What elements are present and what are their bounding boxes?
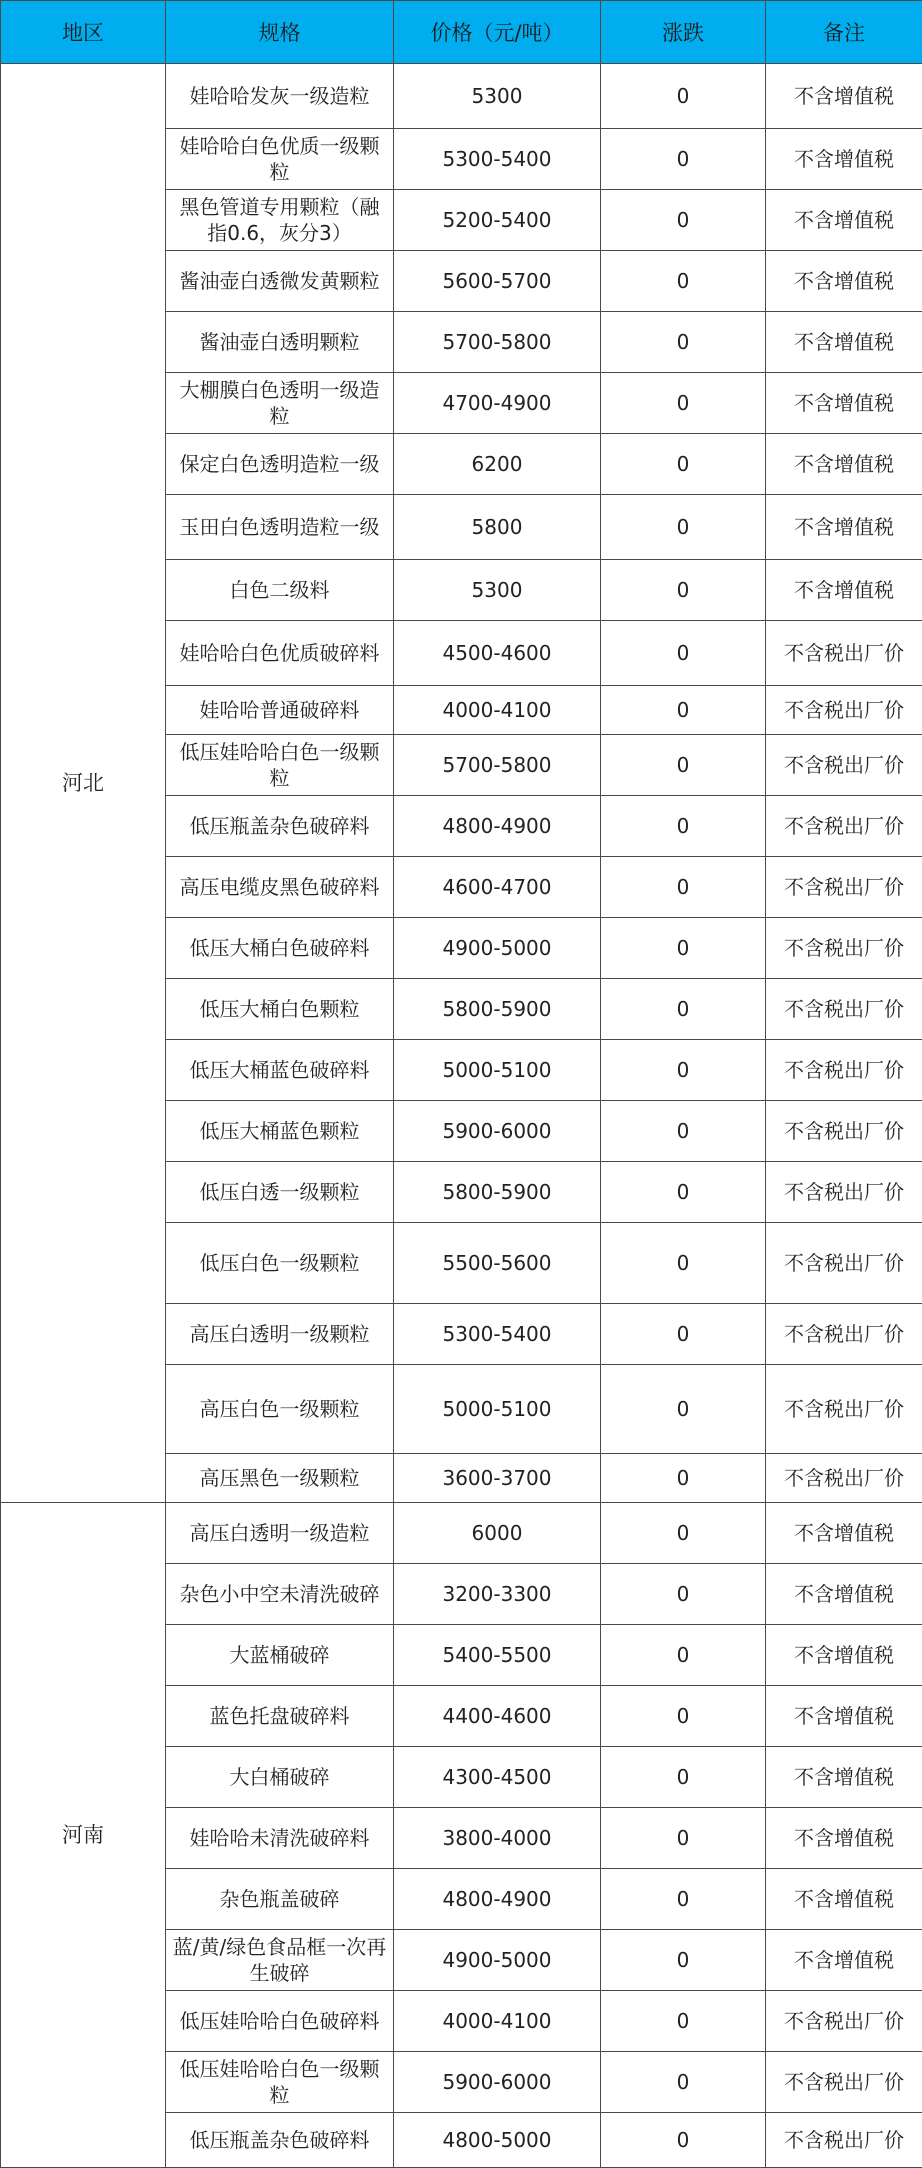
change-cell: 0 bbox=[601, 1503, 766, 1564]
price-cell: 4900-5000 bbox=[394, 918, 601, 979]
change-cell: 0 bbox=[601, 190, 766, 251]
price-cell: 5000-5100 bbox=[394, 1365, 601, 1454]
spec-cell: 娃哈哈发灰一级造粒 bbox=[166, 64, 394, 129]
spec-cell: 低压大桶蓝色破碎料 bbox=[166, 1040, 394, 1101]
region-cell: 河南 bbox=[1, 1503, 166, 2168]
change-cell: 0 bbox=[601, 621, 766, 686]
price-cell: 5000-5100 bbox=[394, 1040, 601, 1101]
note-cell: 不含增值税 bbox=[766, 1930, 922, 1991]
change-cell: 0 bbox=[601, 1808, 766, 1869]
price-cell: 4300-4500 bbox=[394, 1747, 601, 1808]
note-cell: 不含增值税 bbox=[766, 251, 922, 312]
spec-cell: 低压大桶蓝色颗粒 bbox=[166, 1101, 394, 1162]
price-cell: 4800-4900 bbox=[394, 1869, 601, 1930]
note-cell: 不含税出厂价 bbox=[766, 1991, 922, 2052]
spec-cell: 低压娃哈哈白色一级颗粒 bbox=[166, 735, 394, 796]
price-cell: 5300-5400 bbox=[394, 129, 601, 190]
note-cell: 不含增值税 bbox=[766, 560, 922, 621]
spec-cell: 酱油壶白透微发黄颗粒 bbox=[166, 251, 394, 312]
note-cell: 不含增值税 bbox=[766, 434, 922, 495]
note-cell: 不含增值税 bbox=[766, 1747, 922, 1808]
spec-cell: 黑色管道专用颗粒（融指0.6，灰分3） bbox=[166, 190, 394, 251]
change-cell: 0 bbox=[601, 857, 766, 918]
spec-cell: 杂色瓶盖破碎 bbox=[166, 1869, 394, 1930]
spec-cell: 大棚膜白色透明一级造粒 bbox=[166, 373, 394, 434]
spec-cell: 娃哈哈未清洗破碎料 bbox=[166, 1808, 394, 1869]
note-cell: 不含税出厂价 bbox=[766, 1223, 922, 1304]
change-cell: 0 bbox=[601, 312, 766, 373]
header-price: 价格（元/吨） bbox=[394, 1, 601, 64]
spec-cell: 蓝/黄/绿色食品框一次再生破碎 bbox=[166, 1930, 394, 1991]
note-cell: 不含税出厂价 bbox=[766, 918, 922, 979]
price-cell: 4500-4600 bbox=[394, 621, 601, 686]
spec-cell: 低压白透一级颗粒 bbox=[166, 1162, 394, 1223]
change-cell: 0 bbox=[601, 1747, 766, 1808]
price-cell: 5700-5800 bbox=[394, 312, 601, 373]
note-cell: 不含税出厂价 bbox=[766, 2113, 922, 2168]
change-cell: 0 bbox=[601, 64, 766, 129]
note-cell: 不含增值税 bbox=[766, 129, 922, 190]
spec-cell: 低压瓶盖杂色破碎料 bbox=[166, 2113, 394, 2168]
price-cell: 4600-4700 bbox=[394, 857, 601, 918]
spec-cell: 低压大桶白色颗粒 bbox=[166, 979, 394, 1040]
header-spec: 规格 bbox=[166, 1, 394, 64]
change-cell: 0 bbox=[601, 129, 766, 190]
price-cell: 5200-5400 bbox=[394, 190, 601, 251]
note-cell: 不含税出厂价 bbox=[766, 979, 922, 1040]
price-cell: 6200 bbox=[394, 434, 601, 495]
spec-cell: 高压电缆皮黑色破碎料 bbox=[166, 857, 394, 918]
change-cell: 0 bbox=[601, 1223, 766, 1304]
header-note: 备注 bbox=[766, 1, 922, 64]
spec-cell: 保定白色透明造粒一级 bbox=[166, 434, 394, 495]
price-cell: 5300-5400 bbox=[394, 1304, 601, 1365]
table-row bbox=[1, 64, 922, 129]
price-cell: 5800 bbox=[394, 495, 601, 560]
spec-cell: 娃哈哈白色优质破碎料 bbox=[166, 621, 394, 686]
spec-cell: 酱油壶白透明颗粒 bbox=[166, 312, 394, 373]
change-cell: 0 bbox=[601, 1564, 766, 1625]
note-cell: 不含增值税 bbox=[766, 312, 922, 373]
price-cell: 4000-4100 bbox=[394, 686, 601, 735]
change-cell: 0 bbox=[601, 918, 766, 979]
price-cell: 4400-4600 bbox=[394, 1686, 601, 1747]
note-cell: 不含税出厂价 bbox=[766, 1040, 922, 1101]
header-change: 涨跌 bbox=[601, 1, 766, 64]
price-cell: 5800-5900 bbox=[394, 1162, 601, 1223]
note-cell: 不含增值税 bbox=[766, 64, 922, 129]
change-cell: 0 bbox=[601, 1686, 766, 1747]
note-cell: 不含税出厂价 bbox=[766, 1162, 922, 1223]
note-cell: 不含税出厂价 bbox=[766, 857, 922, 918]
spec-cell: 低压娃哈哈白色破碎料 bbox=[166, 1991, 394, 2052]
change-cell: 0 bbox=[601, 495, 766, 560]
change-cell: 0 bbox=[601, 686, 766, 735]
change-cell: 0 bbox=[601, 735, 766, 796]
spec-cell: 低压娃哈哈白色一级颗粒 bbox=[166, 2052, 394, 2113]
change-cell: 0 bbox=[601, 251, 766, 312]
change-cell: 0 bbox=[601, 1040, 766, 1101]
spec-cell: 高压白透明一级颗粒 bbox=[166, 1304, 394, 1365]
price-cell: 5300 bbox=[394, 64, 601, 129]
change-cell: 0 bbox=[601, 796, 766, 857]
change-cell: 0 bbox=[601, 560, 766, 621]
price-cell: 4700-4900 bbox=[394, 373, 601, 434]
table-body bbox=[1, 64, 922, 2168]
spec-cell: 大蓝桶破碎 bbox=[166, 1625, 394, 1686]
price-cell: 5800-5900 bbox=[394, 979, 601, 1040]
note-cell: 不含增值税 bbox=[766, 373, 922, 434]
spec-cell: 低压大桶白色破碎料 bbox=[166, 918, 394, 979]
spec-cell: 娃哈哈普通破碎料 bbox=[166, 686, 394, 735]
price-cell: 5300 bbox=[394, 560, 601, 621]
price-cell: 3200-3300 bbox=[394, 1564, 601, 1625]
note-cell: 不含增值税 bbox=[766, 190, 922, 251]
price-cell: 5900-6000 bbox=[394, 2052, 601, 2113]
change-cell: 0 bbox=[601, 1869, 766, 1930]
price-cell: 3800-4000 bbox=[394, 1808, 601, 1869]
note-cell: 不含税出厂价 bbox=[766, 1454, 922, 1503]
price-cell: 5600-5700 bbox=[394, 251, 601, 312]
change-cell: 0 bbox=[601, 1625, 766, 1686]
note-cell: 不含增值税 bbox=[766, 1869, 922, 1930]
change-cell: 0 bbox=[601, 979, 766, 1040]
note-cell: 不含税出厂价 bbox=[766, 1365, 922, 1454]
spec-cell: 蓝色托盘破碎料 bbox=[166, 1686, 394, 1747]
price-cell: 4000-4100 bbox=[394, 1991, 601, 2052]
spec-cell: 高压白透明一级造粒 bbox=[166, 1503, 394, 1564]
header-region: 地区 bbox=[1, 1, 166, 64]
spec-cell: 高压黑色一级颗粒 bbox=[166, 1454, 394, 1503]
note-cell: 不含税出厂价 bbox=[766, 1101, 922, 1162]
note-cell: 不含增值税 bbox=[766, 1564, 922, 1625]
note-cell: 不含增值税 bbox=[766, 1625, 922, 1686]
change-cell: 0 bbox=[601, 1365, 766, 1454]
price-cell: 5900-6000 bbox=[394, 1101, 601, 1162]
price-cell: 5700-5800 bbox=[394, 735, 601, 796]
note-cell: 不含增值税 bbox=[766, 1808, 922, 1869]
note-cell: 不含增值税 bbox=[766, 495, 922, 560]
price-cell: 4800-4900 bbox=[394, 796, 601, 857]
change-cell: 0 bbox=[601, 1101, 766, 1162]
note-cell: 不含税出厂价 bbox=[766, 735, 922, 796]
note-cell: 不含税出厂价 bbox=[766, 1304, 922, 1365]
change-cell: 0 bbox=[601, 1991, 766, 2052]
price-cell: 4800-5000 bbox=[394, 2113, 601, 2168]
change-cell: 0 bbox=[601, 1930, 766, 1991]
price-cell: 6000 bbox=[394, 1503, 601, 1564]
spec-cell: 大白桶破碎 bbox=[166, 1747, 394, 1808]
spec-cell: 高压白色一级颗粒 bbox=[166, 1365, 394, 1454]
change-cell: 0 bbox=[601, 373, 766, 434]
price-cell: 4900-5000 bbox=[394, 1930, 601, 1991]
change-cell: 0 bbox=[601, 1304, 766, 1365]
change-cell: 0 bbox=[601, 1162, 766, 1223]
spec-cell: 玉田白色透明造粒一级 bbox=[166, 495, 394, 560]
spec-cell: 低压瓶盖杂色破碎料 bbox=[166, 796, 394, 857]
price-cell: 5400-5500 bbox=[394, 1625, 601, 1686]
note-cell: 不含税出厂价 bbox=[766, 2052, 922, 2113]
spec-cell: 低压白色一级颗粒 bbox=[166, 1223, 394, 1304]
header-row bbox=[1, 1, 922, 64]
change-cell: 0 bbox=[601, 2113, 766, 2168]
table-row bbox=[1, 1503, 922, 1564]
note-cell: 不含税出厂价 bbox=[766, 621, 922, 686]
note-cell: 不含税出厂价 bbox=[766, 796, 922, 857]
price-cell: 3600-3700 bbox=[394, 1454, 601, 1503]
region-cell: 河北 bbox=[1, 64, 166, 1503]
price-cell: 5500-5600 bbox=[394, 1223, 601, 1304]
change-cell: 0 bbox=[601, 2052, 766, 2113]
spec-cell: 杂色小中空未清洗破碎 bbox=[166, 1564, 394, 1625]
spec-cell: 娃哈哈白色优质一级颗粒 bbox=[166, 129, 394, 190]
note-cell: 不含增值税 bbox=[766, 1686, 922, 1747]
change-cell: 0 bbox=[601, 1454, 766, 1503]
change-cell: 0 bbox=[601, 434, 766, 495]
spec-cell: 白色二级料 bbox=[166, 560, 394, 621]
note-cell: 不含税出厂价 bbox=[766, 686, 922, 735]
note-cell: 不含增值税 bbox=[766, 1503, 922, 1564]
